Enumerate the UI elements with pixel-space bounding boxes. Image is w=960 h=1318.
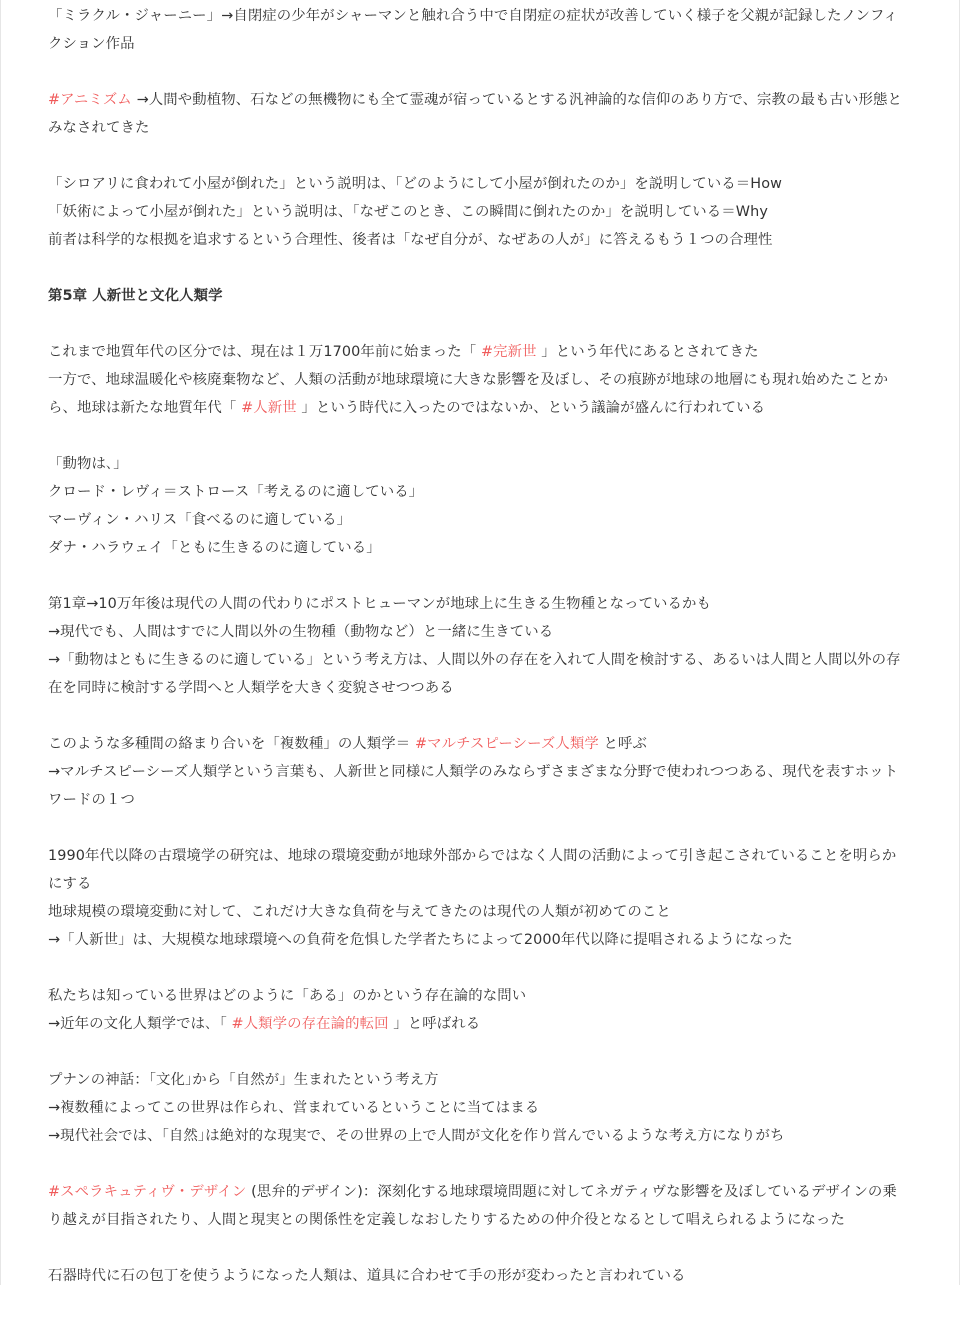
hashtag-link[interactable]: #人新世 [241,400,297,416]
text-segment: 第5章 人新世と文化人類学 [48,288,223,304]
text-segment: →「人新世」は、大規模な地球環境への負荷を危惧した学者たちによって2000年代以降に提唱されるようになった [48,932,793,948]
text-segment: と呼ぶ [598,736,647,752]
paragraph [48,1066,910,1150]
paragraph [48,450,910,562]
text-line [48,590,910,618]
text-segment: クロード・レヴィ＝ストロース「考えるのに適している」 [48,484,424,500]
text-line [48,1094,910,1122]
text-segment: 「ミラクル・ジャーニー」→自閉症の少年がシャーマンと触れ合う中で自閉症の症状が改善していく様子を父親が記録したノンフィクション作品 [48,8,898,52]
text-segment: →現代社会では、｢自然｣は絶対的な現実で、その世界の上で人間が文化を作り営んでいるような考え方になりがち [48,1128,785,1144]
hashtag-link[interactable]: #人類学の存在論的転回 [231,1016,389,1032]
text-segment: 1990年代以降の古環境学の研究は、地球の環境変動が地球外部からではなく人間の活動によって引き起こされていることを明らかにする [48,848,897,892]
paragraph [48,86,910,142]
text-line [48,758,910,814]
text-line [48,282,910,310]
text-segment: 一方で、地球温暖化や核廃棄物など、人類の活動が地球環境に大きな影響を及ぼし、その痕跡が地球の地層にも現れ始めたことから、地球は新たな地質年代「 [48,372,889,416]
text-segment: 石器時代に石の包丁を使うようになった人類は、道具に合わせて手の形が変わったと言われている [48,1268,686,1284]
text-line [48,898,910,926]
text-segment: このような多種間の絡まり合いを「複数種」の人類学＝ [48,736,415,752]
text-segment: ダナ・ハラウェイ「ともに生きるのに適している」 [48,540,381,556]
hashtag-link[interactable]: #スペラキュティヴ・デザイン [48,1184,247,1200]
text-segment: (思弁的デザイン)：深刻化する地球環境問題に対してネガティヴな影響を及ぼしているデザインの乗り越えが目指されたり、人間と現実との関係性を定義しなおしたりするための仲介役となるとして唱えられるようになった [48,1184,897,1228]
paragraph [48,842,910,954]
text-line [48,618,910,646]
text-segment: これまで地質年代の区分では、現在は１万1700年前に始まった「 [48,344,481,360]
paragraph [48,590,910,702]
text-segment: 第1章→10万年後は現代の人間の代わりにポストヒューマンが地球上に生きる生物種となっているかも [48,596,712,612]
text-segment: 地球規模の環境変動に対して、これだけ大きな負荷を与えてきたのは現代の人類が初めてのこと [48,904,671,920]
text-line [48,1066,910,1094]
text-line [48,506,910,534]
text-line [48,1178,910,1234]
text-line [48,86,910,142]
text-line [48,366,910,422]
paragraph [48,2,910,58]
paragraph [48,1262,910,1290]
text-line [48,1122,910,1150]
text-segment: →現代でも、人間はすでに人間以外の生物種（動物など）と一緒に生きている [48,624,554,640]
text-segment: 前者は科学的な根拠を追求するという合理性、後者は「なぜ自分が、なぜあの人が」に答えるもう１つの合理性 [48,232,773,248]
hashtag-link[interactable]: #完新世 [480,344,537,360]
text-line [48,1262,910,1290]
text-line [48,1010,910,1038]
text-segment: 「妖術によって小屋が倒れた」という説明は、「なぜこのとき、この瞬間に倒れたのか」を説明している＝Why [48,204,768,220]
text-line [48,226,910,254]
text-line [48,646,910,702]
text-line [48,534,910,562]
text-segment: →複数種によってこの世界は作られ、営まれているということに当てはまる [48,1100,540,1116]
text-line [48,730,910,758]
chapter-heading [48,282,910,310]
text-line [48,926,910,954]
paragraph [48,730,910,814]
text-segment: →マルチスピーシーズ人類学という言葉も、人新世と同様に人類学のみならずさまざまな分野で使われつつある、現代を表すホットワードの１つ [48,764,899,808]
text-segment: 」という年代にあるとされてきた [536,344,759,360]
paragraph [48,170,910,254]
text-line [48,2,910,58]
hashtag-link[interactable]: #アニミズム [48,92,132,108]
paragraph [48,338,910,422]
text-line [48,170,910,198]
text-segment: マーヴィン・ハリス「食べるのに適している」 [48,512,352,528]
text-segment: プナンの神話：｢文化｣から「自然が」生まれたという考え方 [48,1072,439,1088]
paragraph [48,982,910,1038]
text-segment: →近年の文化人類学では､「 [48,1016,232,1032]
text-line [48,198,910,226]
text-segment: 私たちは知っている世界はどのように「ある」のかという存在論的な問い [48,988,527,1004]
text-line [48,982,910,1010]
paragraph [48,1178,910,1234]
text-segment: →人間や動植物、石などの無機物にも全て霊魂が宿っているとする汎神論的な信仰のあり方で、宗教の最も古い形態とみなされてきた [48,92,902,136]
text-segment: 」という時代に入ったのではないか、という議論が盛んに行われている [296,400,766,416]
text-segment: →「動物はともに生きるのに適している」という考え方は、人間以外の存在を入れて人間を検討する、あるいは人間と人間以外の存在を同時に検討する学問へと人類学を大きく変貌させつつある [48,652,901,696]
text-line [48,478,910,506]
article-body [48,2,910,1318]
text-line [48,338,910,366]
text-line [48,450,910,478]
text-segment: 」と呼ばれる [388,1016,481,1032]
hashtag-link[interactable]: #マルチスピーシーズ人類学 [414,736,599,752]
text-line [48,842,910,898]
text-segment: 「動物は､」 [48,456,128,472]
text-segment: 「シロアリに食われて小屋が倒れた」という説明は、「どのようにして小屋が倒れたのか」を説明している＝How [48,176,782,192]
